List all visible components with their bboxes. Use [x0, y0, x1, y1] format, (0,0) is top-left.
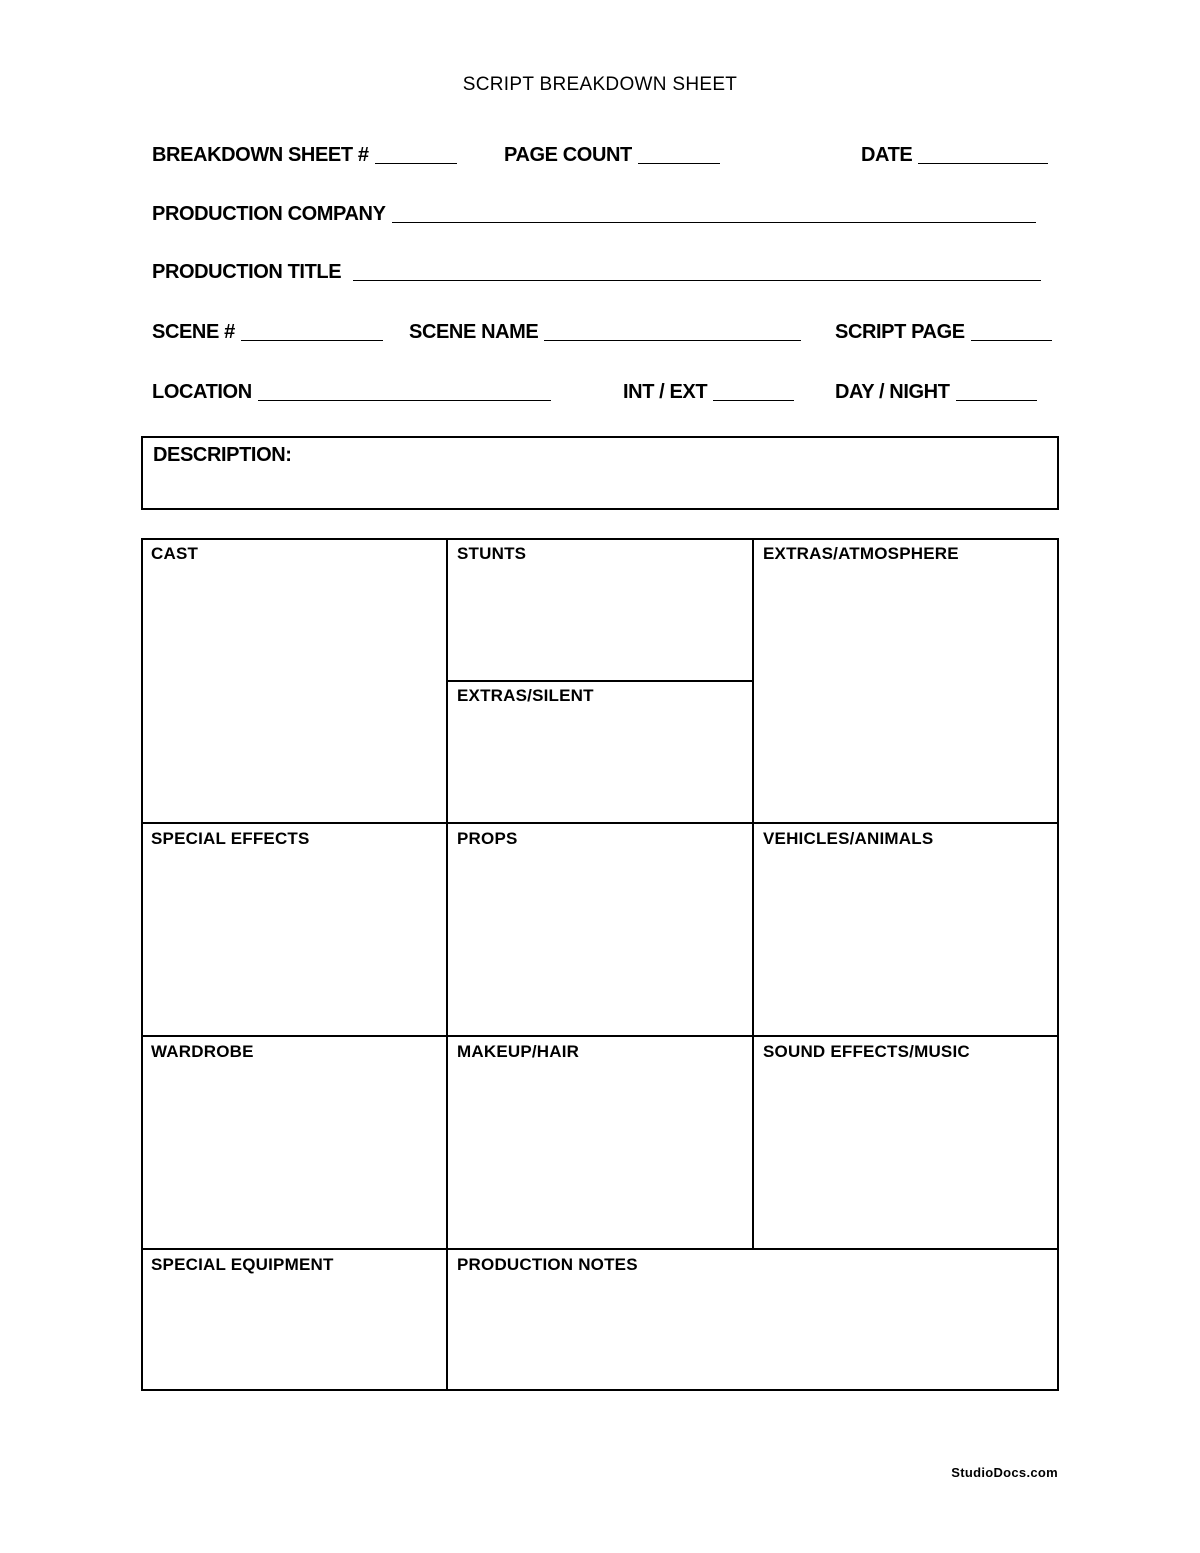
- date-field[interactable]: [861, 144, 1048, 167]
- production-title-field[interactable]: [152, 261, 1041, 284]
- location-field[interactable]: [152, 381, 551, 404]
- date-label: DATE: [861, 144, 913, 166]
- stunts-label: STUNTS: [457, 544, 527, 563]
- location-blank[interactable]: [258, 399, 551, 401]
- scene-number-field[interactable]: [152, 321, 383, 344]
- page-title: SCRIPT BREAKDOWN SHEET: [462, 74, 738, 95]
- makeup-hair-cell[interactable]: [447, 1036, 753, 1249]
- scene-name-label: SCENE NAME: [409, 321, 539, 343]
- special-equipment-label: SPECIAL EQUIPMENT: [151, 1255, 334, 1274]
- extras-atmosphere-cell[interactable]: [753, 538, 1059, 823]
- page-count-field[interactable]: [504, 144, 720, 167]
- extras-silent-label: EXTRAS/SILENT: [457, 686, 594, 705]
- props-cell[interactable]: [447, 823, 753, 1036]
- day-night-field[interactable]: [835, 381, 1037, 404]
- cast-label: CAST: [151, 544, 199, 563]
- wardrobe-cell[interactable]: [141, 1036, 447, 1249]
- description-label: DESCRIPTION:: [153, 444, 292, 466]
- page-count-label: PAGE COUNT: [504, 144, 632, 166]
- breakdown-sheet-blank[interactable]: [375, 162, 457, 164]
- wardrobe-label: WARDROBE: [151, 1042, 254, 1061]
- extras-silent-cell[interactable]: [447, 680, 753, 823]
- int-ext-field[interactable]: [623, 381, 794, 404]
- breakdown-sheet-field[interactable]: [152, 144, 457, 167]
- production-company-label: PRODUCTION COMPANY: [152, 203, 386, 225]
- int-ext-label: INT / EXT: [623, 381, 708, 403]
- date-blank[interactable]: [918, 162, 1048, 164]
- makeup-hair-label: MAKEUP/HAIR: [457, 1042, 580, 1061]
- sound-effects-music-label: SOUND EFFECTS/MUSIC: [763, 1042, 970, 1061]
- breakdown-sheet-label: BREAKDOWN SHEET #: [152, 144, 369, 166]
- scene-number-label: SCENE #: [152, 321, 235, 343]
- description-box[interactable]: [141, 436, 1059, 510]
- extras-atmosphere-label: EXTRAS/ATMOSPHERE: [763, 544, 959, 563]
- special-equipment-cell[interactable]: [141, 1249, 447, 1391]
- footer-credit: StudioDocs.com: [951, 1465, 1058, 1480]
- script-page-label: SCRIPT PAGE: [835, 321, 965, 343]
- scene-name-blank[interactable]: [544, 339, 801, 341]
- scene-number-blank[interactable]: [241, 339, 383, 341]
- sound-effects-music-cell[interactable]: [753, 1036, 1059, 1249]
- vehicles-animals-cell[interactable]: [753, 823, 1059, 1036]
- production-title-label: PRODUCTION TITLE: [152, 261, 342, 283]
- special-effects-cell[interactable]: [141, 823, 447, 1036]
- stunts-cell[interactable]: [447, 538, 753, 680]
- production-notes-cell[interactable]: [447, 1249, 1059, 1391]
- props-label: PROPS: [457, 829, 518, 848]
- production-notes-label: PRODUCTION NOTES: [457, 1255, 638, 1274]
- special-effects-label: SPECIAL EFFECTS: [151, 829, 310, 848]
- script-page-field[interactable]: [835, 321, 1052, 344]
- vehicles-animals-label: VEHICLES/ANIMALS: [763, 829, 934, 848]
- page-count-blank[interactable]: [638, 162, 720, 164]
- production-title-blank[interactable]: [353, 279, 1041, 281]
- day-night-blank[interactable]: [956, 399, 1037, 401]
- int-ext-blank[interactable]: [713, 399, 794, 401]
- production-company-field[interactable]: [152, 203, 1036, 226]
- cast-cell[interactable]: [141, 538, 447, 823]
- day-night-label: DAY / NIGHT: [835, 381, 950, 403]
- scene-name-field[interactable]: [409, 321, 801, 344]
- breakdown-grid: [141, 538, 1059, 1391]
- location-label: LOCATION: [152, 381, 252, 403]
- production-company-blank[interactable]: [392, 221, 1036, 223]
- script-page-blank[interactable]: [971, 339, 1052, 341]
